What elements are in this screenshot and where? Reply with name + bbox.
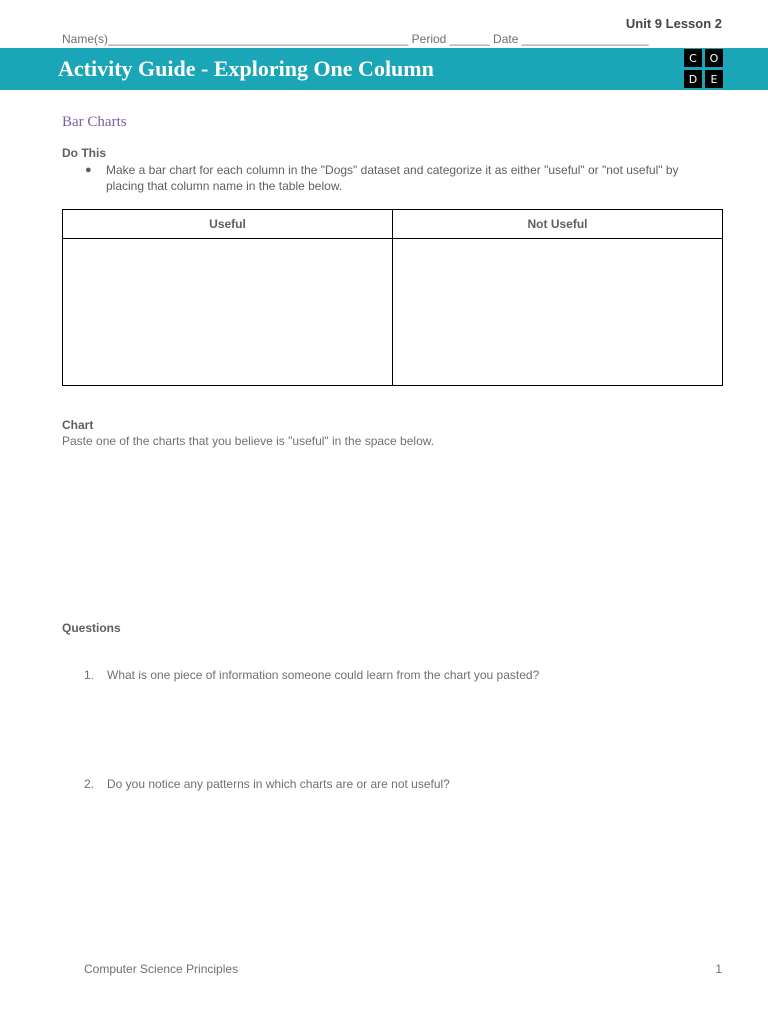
logo-letter-o: O — [705, 49, 723, 67]
page-title: Activity Guide - Exploring One Column — [58, 56, 434, 81]
question-text: What is one piece of information someone could learn from the chart you pasted? — [107, 668, 540, 682]
chart-heading: Chart — [62, 418, 94, 432]
table-row — [63, 239, 723, 386]
answer-area[interactable] — [107, 688, 723, 768]
footer-page-number: 1 — [715, 962, 722, 976]
logo-letter-e: E — [705, 70, 723, 88]
section-title-bar-charts: Bar Charts — [62, 114, 127, 130]
instruction-text: Make a bar chart for each column in the "Dogs" dataset and categorize it as either "useful" or "not useful" by placing that column name in the table below. — [106, 163, 679, 193]
logo-letter-d: D — [684, 70, 702, 88]
footer-course-name: Computer Science Principles — [84, 962, 239, 976]
code-logo — [684, 49, 724, 89]
bullet-icon: ● — [85, 164, 92, 176]
logo-letter-c: C — [684, 49, 702, 67]
questions-heading: Questions — [62, 621, 121, 635]
table-header-row — [63, 210, 723, 239]
name-period-date-line: Name(s)_____________________________________________ Period ______ Date ___________________ — [62, 32, 649, 46]
do-this-heading: Do This — [62, 146, 106, 160]
useful-not-useful-table — [62, 209, 723, 386]
question-text: Do you notice any patterns in which charts are or are not useful? — [107, 777, 450, 791]
chart-paste-area[interactable] — [62, 452, 723, 602]
answer-area[interactable] — [107, 797, 723, 937]
unit-lesson-label: Unit 9 Lesson 2 — [625, 16, 722, 31]
useful-cell[interactable] — [63, 239, 393, 386]
question-number: 2. — [84, 777, 95, 791]
not-useful-column-header: Not Useful — [393, 210, 723, 239]
not-useful-cell[interactable] — [393, 239, 723, 386]
useful-column-header: Useful — [63, 210, 393, 239]
chart-instruction: Paste one of the charts that you believe is "useful" in the space below. — [62, 434, 435, 448]
question-number: 1. — [84, 668, 95, 682]
